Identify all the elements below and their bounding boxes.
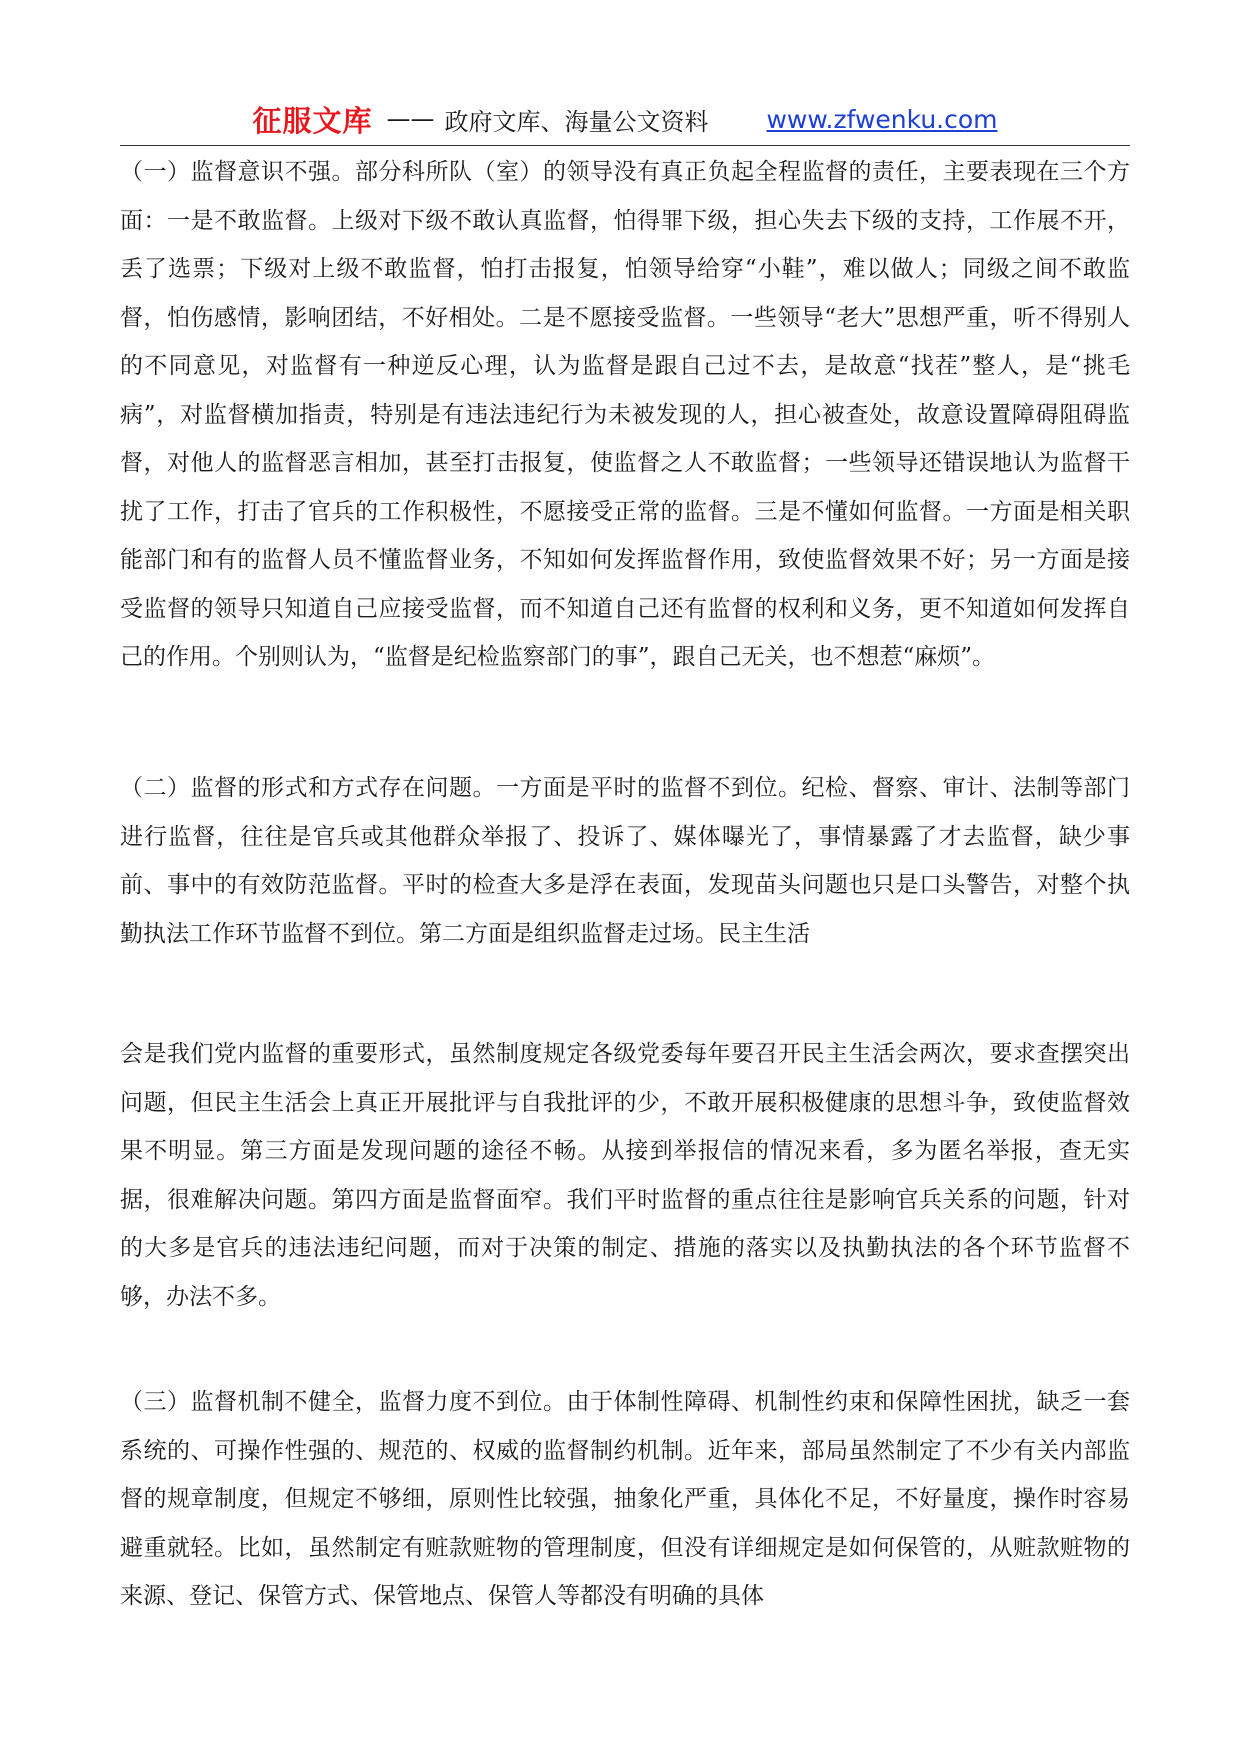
paragraph-supervision-forms: （二）监督的形式和方式存在问题。一方面是平时的监督不到位。纪检、督察、审计、法制等部门进行监督，往往是官兵或其他群众举报了、投诉了、媒体曝光了，事情暴露了才去监督，缺少事前、事中的有效防范监督。平时的检查大多是浮在表面，发现苗头问题也只是口头警告，对整个执勤执法工作环节监督不到位。第二方面是组织监督走过场。民主生活 bbox=[120, 775, 1130, 947]
header-dash: —— bbox=[386, 105, 435, 133]
brand-logo-text: 征服文库 bbox=[252, 103, 373, 138]
page-header bbox=[120, 94, 1130, 144]
paragraph-supervision-awareness: （一）监督意识不强。部分科所队（室）的领导没有真正负起全程监督的责任，主要表现在三个方面：一是不敢监督。上级对下级不敢认真监督，怕得罪下级，担心失去下级的支持，工作展不开，丢了选票；下级对上级不敢监督，怕打击报复，怕领导给穿“小鞋”，难以做人；同级之间不敢监督，怕伤感情，影响团结，不好相处。二是不愿接受监督。一些领导“老大”思想严重，听不得别人的不同意见，对监督有一种逆反心理，认为监督是跟自己过不去，是故意“找茬”整人，是“挑毛病”，对监督横加指责，特别是有违法违纪行为未被发现的人，担心被查处，故意设置障碍阻碍监督，对他人的监督恶言相加，甚至打击报复，使监督之人不敢监督；一些领导还错误地认为监督干扰了工作，打击了官兵的工作积极性，不愿接受正常的监督。三是不懂如何监督。一方面是相关职能部门和有的监督人员不懂监督业务，不知如何发挥监督作用，致使监督效果不好；另一方面是接受监督的领导只知道自己应接受监督，而不知道自己还有监督的权利和义务，更不知道如何发挥自己的作用。个别则认为，“监督是纪检监察部门的事”，跟自己无关，也不想惹“麻烦”。 bbox=[120, 159, 1130, 670]
header-tagline: 政府文库、海量公文资料 bbox=[444, 107, 709, 136]
site-url-link[interactable]: www.zfwenku.com bbox=[766, 104, 998, 134]
header-divider bbox=[120, 145, 1130, 146]
paragraph-supervision-forms-continued: 会是我们党内监督的重要形式，虽然制度规定各级党委每年要召开民主生活会两次，要求查摆突出问题，但民主生活会上真正开展批评与自我批评的少，不敢开展积极健康的思想斗争，致使监督效果不明显。第三方面是发现问题的途径不畅。从接到举报信的情况来看，多为匿名举报，查无实据，很难解决问题。第四方面是监督面窄。我们平时监督的重点往往是影响官兵关系的问题，针对的大多是官兵的违法违纪问题，而对于决策的制定、措施的落实以及执勤执法的各个环节监督不够，办法不多。 bbox=[120, 1041, 1130, 1310]
paragraph-supervision-mechanism: （三）监督机制不健全，监督力度不到位。由于体制性障碍、机制性约束和保障性困扰，缺乏一套系统的、可操作性强的、规范的、权威的监督制约机制。近年来，部局虽然制定了不少有关内部监督的规章制度，但规定不够细，原则性比较强，抽象化严重，具体化不足，不好量度，操作时容易避重就轻。比如，虽然制定有赃款赃物的管理制度，但没有详细规定是如何保管的，从赃款赃物的来源、登记、保管方式、保管地点、保管人等都没有明确的具体 bbox=[120, 1389, 1130, 1609]
